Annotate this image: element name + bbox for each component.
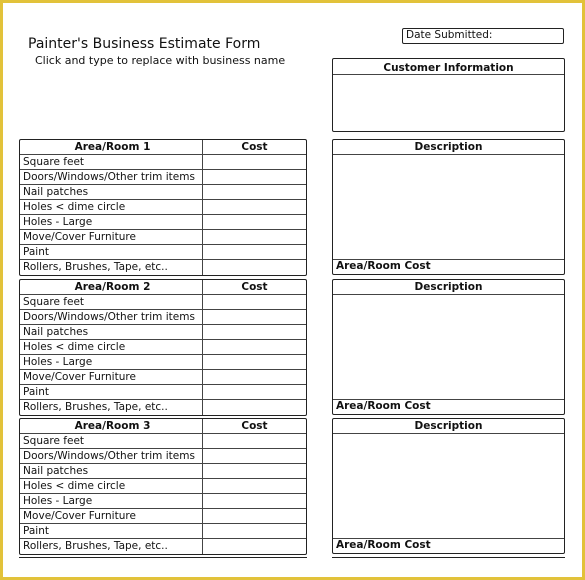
table-row: [20, 400, 306, 415]
item-label: Nail patches: [20, 185, 203, 199]
item-label: Nail patches: [20, 464, 203, 478]
cost-cell[interactable]: [203, 464, 306, 478]
cost-cell[interactable]: [203, 434, 306, 448]
area-cost-label: Area/Room Cost: [333, 259, 564, 274]
cost-cell[interactable]: [203, 494, 306, 508]
cost-cell[interactable]: [203, 295, 306, 309]
item-label: Doors/Windows/Other trim items: [20, 170, 203, 184]
estimate-table-area-2: [19, 279, 307, 416]
cost-cell[interactable]: [203, 230, 306, 244]
cost-cell[interactable]: [203, 260, 306, 275]
item-label: Rollers, Brushes, Tape, etc..: [20, 539, 203, 554]
item-label: Square feet: [20, 295, 203, 309]
description-header: Description: [333, 419, 564, 434]
estimate-table-area-1: [19, 139, 307, 276]
customer-information-header: Customer Information: [333, 63, 564, 75]
date-submitted-field[interactable]: [402, 28, 564, 44]
description-box-area-2[interactable]: [332, 279, 565, 415]
customer-information-box[interactable]: [332, 58, 565, 132]
table-row: [20, 494, 306, 509]
item-label: Holes < dime circle: [20, 479, 203, 493]
divider: [332, 557, 565, 558]
item-label: Rollers, Brushes, Tape, etc..: [20, 400, 203, 415]
form-title: Painter's Business Estimate Form: [28, 36, 261, 52]
cost-cell[interactable]: [203, 200, 306, 214]
table-row: [20, 170, 306, 185]
cost-cell[interactable]: [203, 400, 306, 415]
item-label: Doors/Windows/Other trim items: [20, 310, 203, 324]
cost-header: Cost: [241, 420, 268, 432]
item-label: Holes < dime circle: [20, 340, 203, 354]
item-label: Nail patches: [20, 325, 203, 339]
item-label: Holes - Large: [20, 355, 203, 369]
table-row: [20, 245, 306, 260]
cost-cell[interactable]: [203, 185, 306, 199]
table-row: [20, 185, 306, 200]
cost-cell[interactable]: [203, 355, 306, 369]
item-label: Paint: [20, 385, 203, 399]
cost-cell[interactable]: [203, 170, 306, 184]
item-label: Paint: [20, 524, 203, 538]
table-row: [20, 325, 306, 340]
date-submitted-label: Date Submitted:: [406, 29, 493, 41]
table-row: [20, 479, 306, 494]
cost-cell[interactable]: [203, 325, 306, 339]
table-row: [20, 509, 306, 524]
cost-cell[interactable]: [203, 509, 306, 523]
cost-cell[interactable]: [203, 524, 306, 538]
description-box-area-1[interactable]: [332, 139, 565, 275]
cost-cell[interactable]: [203, 449, 306, 463]
area-header: Area/Room 3: [20, 419, 203, 433]
table-header-row: [20, 140, 306, 155]
table-row: [20, 155, 306, 170]
table-row: [20, 310, 306, 325]
item-label: Holes - Large: [20, 494, 203, 508]
table-row: [20, 370, 306, 385]
item-label: Square feet: [20, 434, 203, 448]
cost-header: Cost: [241, 141, 268, 153]
table-row: [20, 340, 306, 355]
item-label: Rollers, Brushes, Tape, etc..: [20, 260, 203, 275]
cost-header: Cost: [241, 281, 268, 293]
description-header: Description: [333, 280, 564, 295]
table-row: [20, 260, 306, 275]
divider: [19, 557, 307, 558]
item-label: Move/Cover Furniture: [20, 370, 203, 384]
area-cost-label: Area/Room Cost: [333, 399, 564, 414]
cost-cell[interactable]: [203, 370, 306, 384]
estimate-table-area-3: [19, 418, 307, 555]
item-label: Move/Cover Furniture: [20, 509, 203, 523]
cost-cell[interactable]: [203, 215, 306, 229]
table-header-row: [20, 280, 306, 295]
table-header-row: [20, 419, 306, 434]
item-label: Holes < dime circle: [20, 200, 203, 214]
table-row: [20, 355, 306, 370]
item-label: Square feet: [20, 155, 203, 169]
cost-cell[interactable]: [203, 340, 306, 354]
table-row: [20, 215, 306, 230]
cost-cell[interactable]: [203, 539, 306, 554]
table-row: [20, 230, 306, 245]
area-header: Area/Room 2: [20, 280, 203, 294]
item-label: Holes - Large: [20, 215, 203, 229]
cost-cell[interactable]: [203, 310, 306, 324]
item-label: Paint: [20, 245, 203, 259]
table-row: [20, 524, 306, 539]
table-row: [20, 200, 306, 215]
area-header: Area/Room 1: [20, 140, 203, 154]
item-label: Doors/Windows/Other trim items: [20, 449, 203, 463]
cost-cell[interactable]: [203, 155, 306, 169]
table-row: [20, 434, 306, 449]
cost-cell[interactable]: [203, 479, 306, 493]
cost-cell[interactable]: [203, 245, 306, 259]
table-row: [20, 464, 306, 479]
description-header: Description: [333, 140, 564, 155]
table-row: [20, 539, 306, 554]
table-row: [20, 385, 306, 400]
next-section-edge: [19, 557, 565, 559]
cost-cell[interactable]: [203, 385, 306, 399]
business-name-field[interactable]: Click and type to replace with business name: [35, 54, 286, 67]
area-cost-label: Area/Room Cost: [333, 538, 564, 553]
item-label: Move/Cover Furniture: [20, 230, 203, 244]
description-box-area-3[interactable]: [332, 418, 565, 554]
table-row: [20, 449, 306, 464]
table-row: [20, 295, 306, 310]
